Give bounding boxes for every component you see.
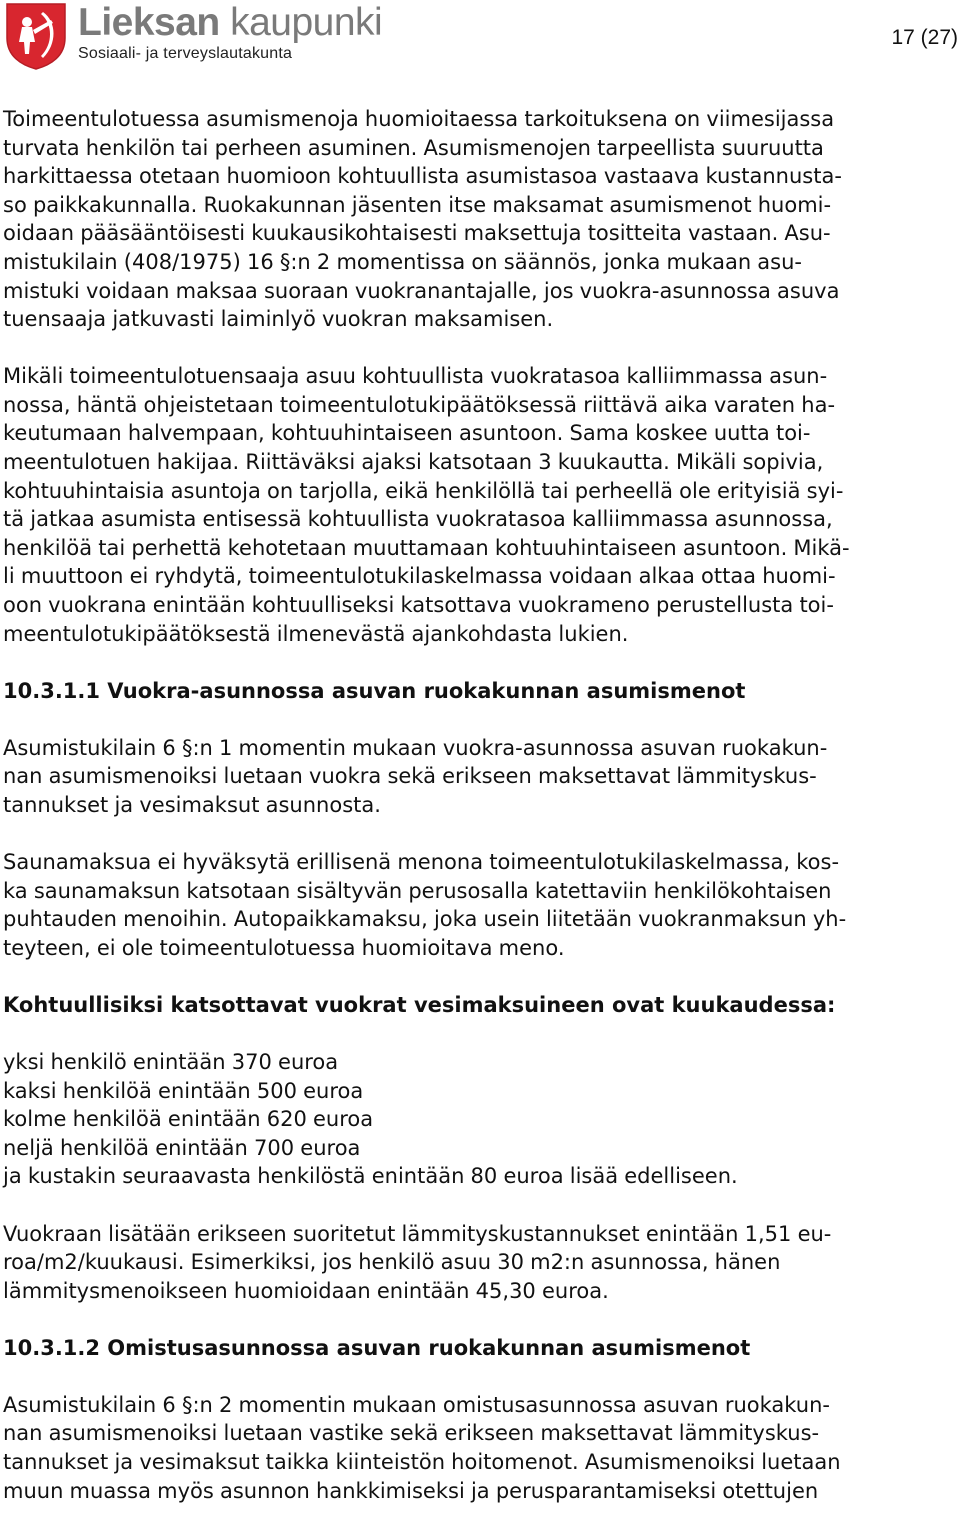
- brand-subtitle: Sosiaali- ja terveyslautakunta: [78, 45, 293, 62]
- reasonable-rent-list: yksi henkilö enintään 370 euroa kaksi henkilöä enintään 500 euroa kolme henkilöä enintään 620 euroa neljä henkilöä enintään 700 euroa ja kustakin seuraavasta henkilöstä enintään 80 euroa lisää edelliseen.: [3, 1050, 738, 1189]
- paragraph-expensive-housing: Mikäli toimeentulotuensaaja asuu kohtuullista vuokratasoa kalliimmassa asun- nossa, häntä ohjeistetaan toimeentulotukipäätöksessä riittävä aika varaten ha- keutumaan halvempaan, kohtuuhintaiseen asuntoon. Sama koskee uutta toi- meentulotuen hakijaa. Riittäväksi ajaksi katsotaan 3 kuukautta. Mikäli sopivia, kohtuuhintaisia asuntoja on tarjolla, eikä henkilöllä tai perheellä ole erityisiä syi- tä jatkaa asumista entisessä kohtuullista vuokratasoa kalliimmassa asunnossa, henkilöä tai perhettä kehotetaan muuttamaan kohtuuhintaiseen asuntoon. Mikä- li muuttoon ei ryhdytä, toimeentulotukilaskelmassa voidaan alkaa ottaa huomi- oon vuokrana enintään kohtuulliseksi katsottava vuokrameno perustellusta toi- meentulotukipäätöksestä ilmenevästä ajankohdasta lukien.: [3, 364, 850, 646]
- brand-suffix: kaupunki: [219, 1, 383, 44]
- section-heading-rental: 10.3.1.1 Vuokra-asunnossa asuvan ruokakunnan asumismenot: [3, 678, 746, 703]
- paragraph-heating-costs: Vuokraan lisätään erikseen suoritetut lämmityskustannukset enintään 1,51 eu- roa/m2/kuukausi. Esimerkiksi, jos henkilö asuu 30 m2:n asunnossa, hänen lämmitysmenoikseen huomioidaan enintään 45,30 euroa.: [3, 1221, 832, 1303]
- subheading-reasonable-rents: Kohtuullisiksi katsottavat vuokrat vesimaksuineen ovat kuukaudessa:: [3, 992, 836, 1017]
- brand-logo: [78, 2, 382, 63]
- brand-name: Lieksan: [78, 1, 220, 44]
- paragraph-rental-costs: Asumistukilain 6 §:n 1 momentin mukaan vuokra-asunnossa asuvan ruokakun- nan asumismenoiksi luetaan vuokra sekä erikseen maksettavat lämmityskus- tannukset ja vesimaksut asunnosta.: [3, 735, 828, 817]
- coat-of-arms-icon: [5, 2, 67, 70]
- page-number: 17 (27): [891, 26, 958, 49]
- paragraph-housing-costs-intro: Toimeentulotuessa asumismenoja huomioitaessa tarkoituksena on viimesijassa turvata henkilön tai perheen asuminen. Asumismenojen tarpeellista suuruutta harkittaessa otetaan huomioon kohtuullista asumistasoa vastaava kustannusta- so paikkakunnalla. Ruokakunnan jäsenten itse maksamat asumismenot huomi- oidaan pääsääntöisesti kuukausikohtaisesti maksettuja tositteita vastaan. Asu- mistukilain (408/1975) 16 §:n 2 momentissa on säännös, jonka mukaan asu- mistuki voidaan maksaa suoraan vuokranantajalle, jos vuokra-asunnossa asuva tuensaaja jatkuvasti laiminlyö vuokran maksamisen.: [3, 107, 842, 332]
- paragraph-owner-costs: Asumistukilain 6 §:n 2 momentin mukaan omistusasunnossa asuvan ruokakun- nan asumismenoiksi luetaan vastike sekä erikseen maksettavat lämmityskus- tannukset ja vesimaksut taikka kiinteistön hoitomenot. Asumismenoiksi luetaan muun muassa myös asunnon hankkimiseksi ja perusparantamiseksi otettujen: [3, 1392, 841, 1503]
- section-heading-owner-occupied: 10.3.1.2 Omistusasunnossa asuvan ruokakunnan asumismenot: [3, 1335, 751, 1360]
- paragraph-sauna-parking: Saunamaksua ei hyväksytä erillisenä menona toimeentulotukilaskelmassa, kos- ka saunamaksun katsotaan sisältyvän perusosalla katettaviin henkilökohtaisen puhtauden menoihin. Autopaikkamaksu, joka usein liitetään vuokranmaksun yh- teyteen, ei ole toimeentulotuessa huomioitava meno.: [3, 850, 847, 960]
- document-body: [3, 105, 958, 1534]
- page-header: [0, 0, 960, 75]
